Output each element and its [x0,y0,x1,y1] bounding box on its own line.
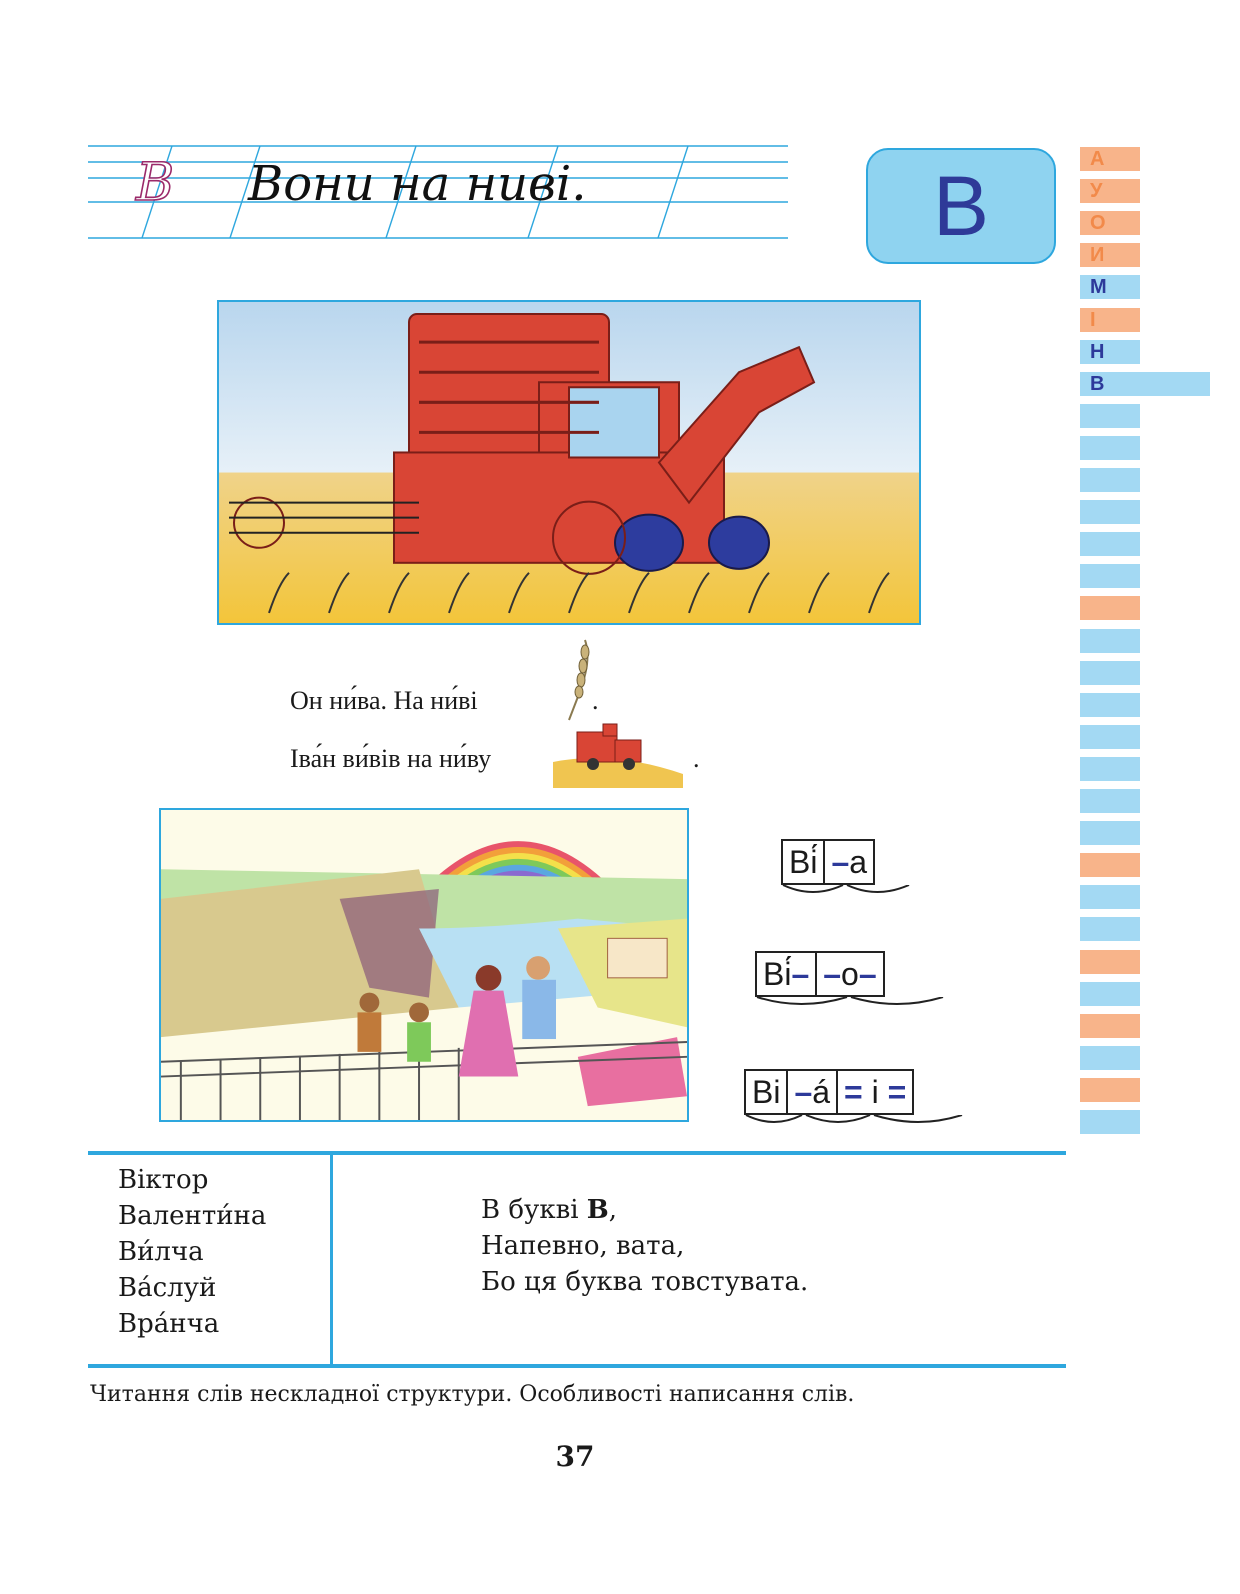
syllable-scheme-1 [781,839,875,885]
name-item: Валенти́на [118,1201,267,1231]
name-item: Вра́нча [118,1309,220,1339]
poem-line-1-prefix: В букві [481,1195,587,1225]
letter-box [866,148,1056,264]
scheme-dash: – [823,955,842,992]
scheme-arcs [744,1115,964,1129]
scheme-syllable: Ві [752,1073,781,1110]
name-item: Ва́слуй [118,1273,217,1303]
strip-empty-cell [1080,436,1140,460]
cursive-header [88,142,788,242]
sentence-2: Іва́н ви́вів на ни́ву [290,744,492,773]
strip-empty-cell [1080,950,1140,974]
poem-line-3: Бо ця буква товстувата. [481,1267,809,1297]
box-bottom-rule [88,1364,1066,1368]
scheme-arcs [755,997,945,1011]
poem-line-1 [481,1192,808,1228]
name-item: Ви́лча [118,1237,204,1267]
strip-empty-cell [1080,789,1140,813]
strip-empty-cell [1080,821,1140,845]
scheme-dash: – [791,955,810,992]
scheme-dash: – [831,843,850,880]
alphabet-strip [1080,147,1240,1207]
scheme-cell [746,1071,788,1113]
page-caption: Читання слів нескладної структури. Особливості написання слів. [90,1382,855,1407]
strip-empty-cell [1080,404,1140,428]
scheme-syllable: о [841,955,859,992]
strip-letter: А [1080,147,1140,171]
scheme-arcs [781,885,911,899]
strip-empty-cell [1080,500,1140,524]
sentence-1-end: . [592,686,599,715]
strip-letter: И [1080,243,1140,267]
scheme-syllable: á [812,1073,831,1110]
strip-empty-cell [1080,596,1140,620]
syllable-scheme-3 [744,1069,914,1115]
letter-box-letter: В [932,159,990,253]
strip-empty-cell [1080,1078,1140,1102]
strip-empty-cell [1080,757,1140,781]
scheme-syllable: а [849,843,868,880]
box-divider [330,1155,333,1364]
strip-letter: І [1080,308,1140,332]
strip-empty-cell [1080,1046,1140,1070]
strip-empty-cell [1080,917,1140,941]
strip-letter: Н [1080,340,1140,364]
scheme-dash: = [844,1073,863,1110]
strip-letter: М [1080,275,1140,299]
strip-empty-cell [1080,693,1140,717]
scheme-cell [783,841,825,883]
strip-empty-cell [1080,853,1140,877]
strip-empty-cell [1080,468,1140,492]
cursive-sentence: Вони на ниві. [248,156,587,212]
syllable-scheme-2 [755,951,885,997]
poem-bold-letter: В [586,1195,609,1225]
scheme-cell [757,953,817,995]
combine-harvester-picture [217,300,921,625]
names-list [118,1162,266,1342]
strip-letter: О [1080,211,1140,235]
combine-harvester-icon [553,722,683,788]
scheme-syllable: і [871,1073,879,1110]
page-number: 37 [555,1440,595,1473]
scheme-syllable: Ві́ [763,955,792,992]
strip-empty-cell [1080,1110,1140,1134]
strip-empty-cell [1080,725,1140,749]
handwriting-lines [88,142,788,242]
scheme-dash: – [794,1073,813,1110]
strip-empty-cell [1080,532,1140,556]
scheme-cell [817,953,882,995]
sentence-2-end: . [693,744,700,773]
scheme-cell [825,841,873,883]
box-top-rule [88,1151,1066,1155]
strip-empty-cell [1080,982,1140,1006]
sentence-1: Он ни́ва. На ни́ві [290,686,478,715]
scheme-dash: – [858,955,877,992]
strip-empty-cell [1080,629,1140,653]
scheme-dash: = [887,1073,907,1110]
strip-letter: В [1080,372,1210,396]
strip-empty-cell [1080,1014,1140,1038]
poem-line-1-suffix: , [608,1195,618,1225]
scheme-syllable: Ві́ [789,843,818,880]
strip-letter: У [1080,179,1140,203]
scheme-cell [838,1071,912,1113]
cursive-letter: В [136,153,175,213]
scheme-cell [788,1071,838,1113]
name-item: Віктор [118,1165,209,1195]
wheat-ear-icon [563,638,593,722]
poem [481,1192,808,1300]
strip-empty-cell [1080,564,1140,588]
strip-empty-cell [1080,885,1140,909]
strip-empty-cell [1080,661,1140,685]
poem-line-2: Напевно, вата, [481,1231,685,1261]
family-rainbow-picture [159,808,689,1122]
